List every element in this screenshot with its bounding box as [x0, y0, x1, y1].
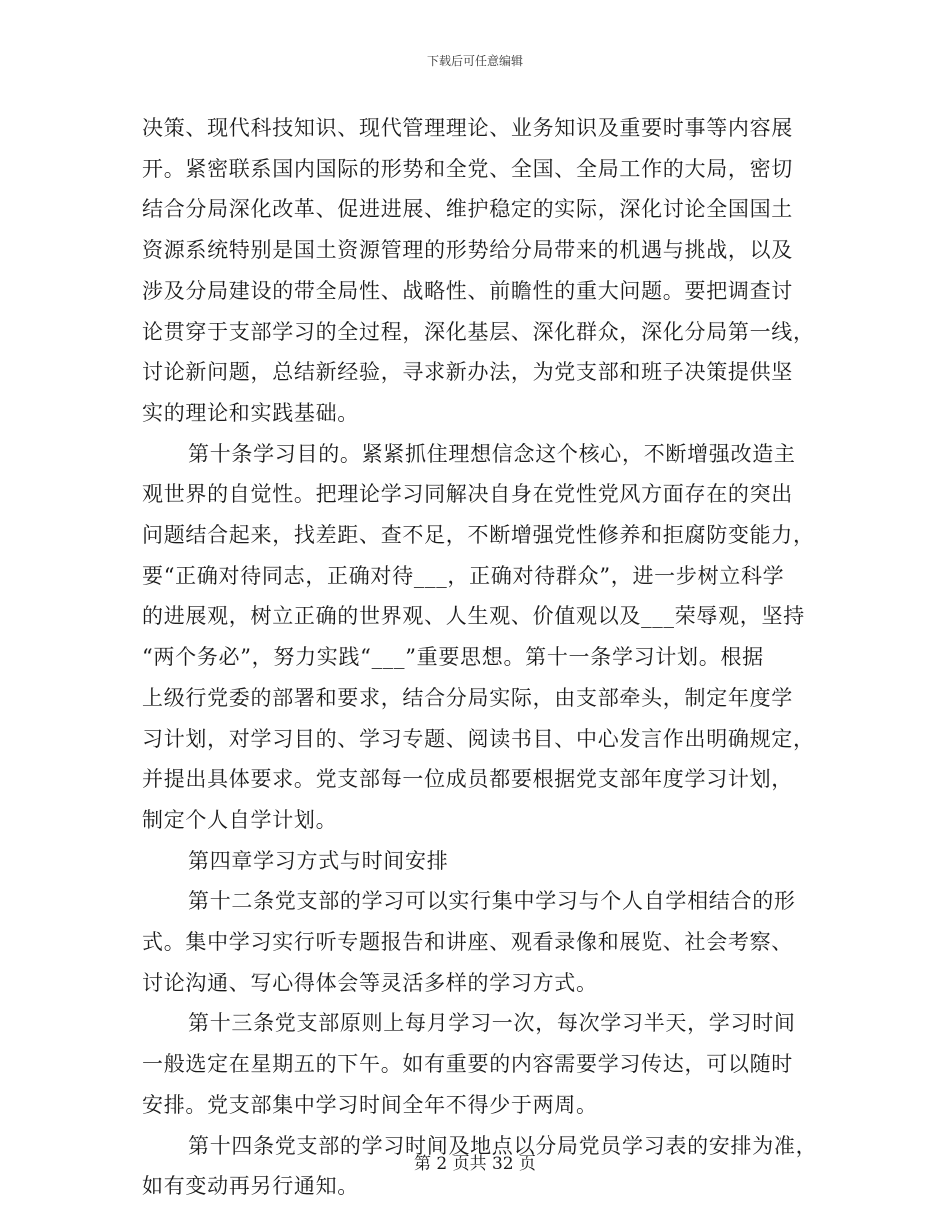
text-line: 实的理论和实践基础。 [142, 400, 359, 425]
text-line: 问题结合起来，找差距、查不足，不断增强党性修养和拒腐防变能力， [142, 523, 815, 548]
text-line: “两个务必”，努力实践“___”重要思想。第十一条学习计划。根据 [142, 645, 764, 670]
text-line: 结合分局深化改革、促进进展、维护稳定的实际，深化讨论全国国土 [142, 197, 793, 222]
text-line: 讨论沟通、写心得体会等灵活多样的学习方式。 [142, 970, 598, 995]
text-line: 要“正确对待同志，正确对待___，正确对待群众”，进一步树立科学 [142, 563, 785, 588]
text-line: 资源系统特别是国土资源管理的形势给分局带来的机遇与挑战，以及 [142, 238, 793, 263]
text-line: 观世界的自觉性。把理论学习同解决自身在党性党风方面存在的突出 [142, 482, 793, 507]
text-line: 如有变动再另行通知。 [142, 1174, 359, 1199]
text-line: 涉及分局建设的带全局性、战略性、前瞻性的重大问题。要把调查讨 [142, 278, 793, 303]
chapter-heading: 第四章学习方式与时间安排 [188, 848, 449, 873]
page-footer: 第 2 页共 32 页 [413, 1154, 537, 1174]
text-line: 制定个人自学计划。 [142, 807, 338, 832]
paragraph-start-article-12: 第十二条党支部的学习可以实行集中学习与个人自学相结合的形 [188, 889, 796, 914]
text-line: 决策、现代科技知识、现代管理理论、业务知识及重要时事等内容展 [142, 116, 793, 140]
text-line: 的进展观，树立正确的世界观、人生观、价值观以及___荣辱观，坚持 [142, 604, 805, 629]
paragraph-start-article-10: 第十条学习目的。紧紧抓住理想信念这个核心，不断增强改造主 [188, 441, 796, 466]
text-line: 并提出具体要求。党支部每一位成员都要根据党支部年度学习计划， [142, 767, 793, 792]
text-line: 讨论新问题，总结新经验，寻求新办法，为党支部和班子决策提供坚 [142, 360, 793, 385]
body-text [142, 108, 818, 1207]
text-line: 上级行党委的部署和要求，结合分局实际，由支部牵头，制定年度学 [142, 685, 793, 710]
text-line: 习计划，对学习目的、学习专题、阅读书目、中心发言作出明确规定， [142, 726, 815, 751]
text-line: 安排。党支部集中学习时间全年不得少于两周。 [142, 1092, 598, 1117]
paragraph-start-article-14: 第十四条党支部的学习时间及地点以分局党员学习表的安排为准， [188, 1133, 818, 1158]
text-line: 一般选定在星期五的下午。如有重要的内容需要学习传达，可以随时 [142, 1052, 793, 1077]
paragraph-start-article-13: 第十三条党支部原则上每月学习一次，每次学习半天，学习时间 [188, 1011, 796, 1036]
text-line: 论贯穿于支部学习的全过程，深化基层、深化群众，深化分局第一线， [142, 319, 815, 344]
text-line: 式。集中学习实行听专题报告和讲座、观看录像和展览、社会考察、 [142, 930, 793, 955]
page-header: 下载后可任意编辑 [426, 54, 523, 68]
text-line: 开。紧密联系国内国际的形势和全党、全国、全局工作的大局，密切 [142, 156, 793, 181]
